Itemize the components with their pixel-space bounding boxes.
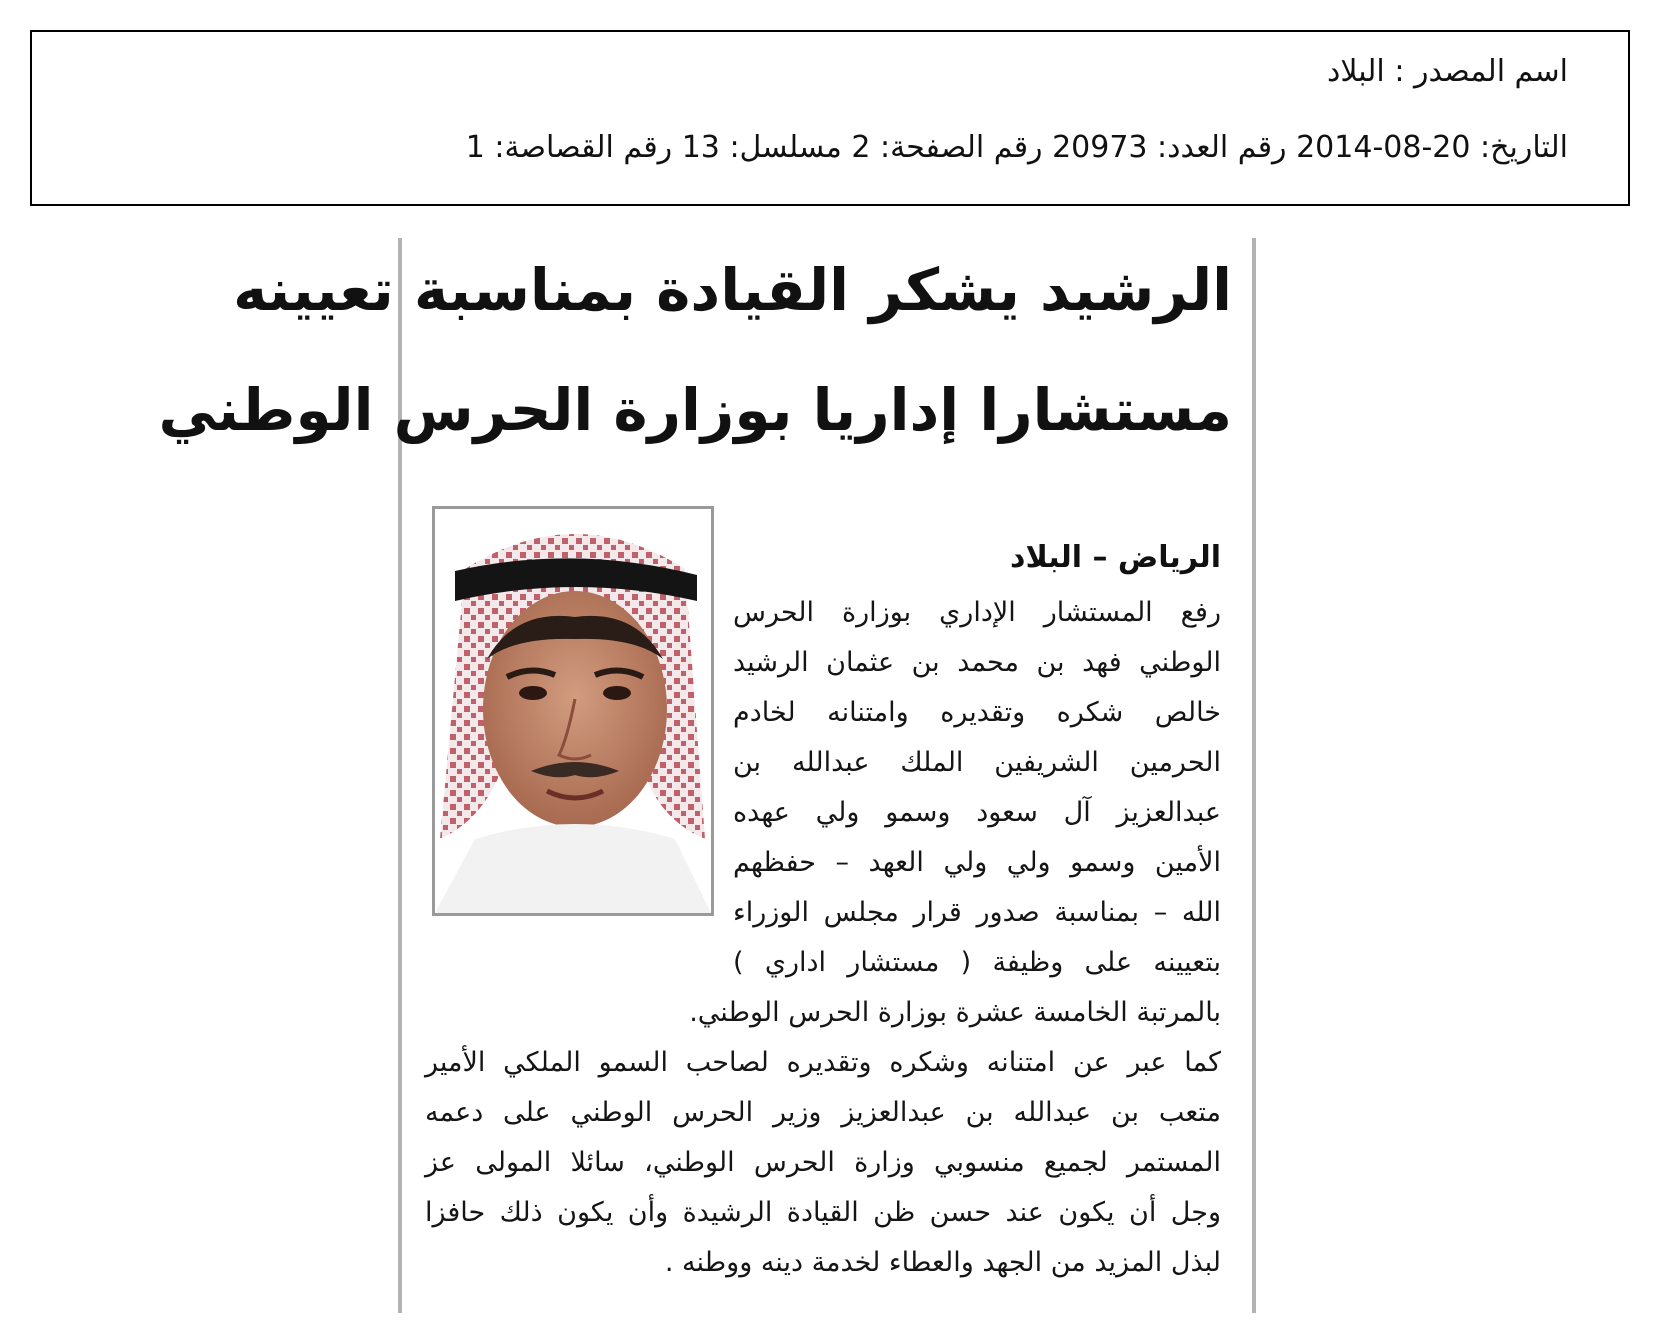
body-line: عبدالعزيز آل سعود وسمو ولي عهده bbox=[733, 797, 1221, 828]
source-value: البلاد bbox=[1326, 54, 1385, 89]
body-line: الله – بمناسبة صدور قرار مجلس الوزراء bbox=[733, 897, 1221, 928]
page-number: رقم الصفحة: 2 bbox=[851, 130, 1043, 165]
source-label: اسم المصدر : bbox=[1394, 54, 1568, 89]
issue-number: رقم العدد: 20973 bbox=[1052, 130, 1287, 165]
body-line: الحرمين الشريفين الملك عبدالله بن bbox=[733, 747, 1221, 778]
headline-line-1: الرشيد يشكر القيادة بمناسبة تعيينه bbox=[233, 256, 1232, 324]
headline-line-2: مستشارا إداريا بوزارة الحرس الوطني bbox=[158, 376, 1232, 444]
article-byline: الرياض – البلاد bbox=[1010, 540, 1221, 575]
portrait-illustration bbox=[435, 509, 711, 913]
serial-number: مسلسل: 13 bbox=[681, 130, 842, 165]
column-rule-right bbox=[1252, 238, 1256, 1313]
body-line: الوطني فهد بن محمد بن عثمان الرشيد bbox=[733, 647, 1221, 678]
body-line: كما عبر عن امتنانه وشكره وتقديره لصاحب السمو الملكي الأمير bbox=[425, 1047, 1221, 1078]
clip-number: رقم القصاصة: 1 bbox=[465, 130, 673, 165]
body-line: رفع المستشار الإداري بوزارة الحرس bbox=[733, 597, 1221, 628]
source-metadata-box bbox=[30, 30, 1630, 206]
body-line: متعب بن عبدالله بن عبدالعزيز وزير الحرس الوطني على دعمه bbox=[425, 1097, 1221, 1128]
body-line: المستمر لجميع منسوبي وزارة الحرس الوطني، سائلا المولى عز bbox=[425, 1147, 1221, 1178]
body-line: لبذل المزيد من الجهد والعطاء لخدمة دينه ووطنه . bbox=[664, 1247, 1221, 1278]
body-line: بالمرتبة الخامسة عشرة بوزارة الحرس الوطني. bbox=[689, 997, 1221, 1028]
body-line: خالص شكره وتقديره وامتنانه لخادم bbox=[733, 697, 1221, 728]
portrait-photo bbox=[432, 506, 714, 916]
body-line: وجل أن يكون عند حسن ظن القيادة الرشيدة وأن يكون ذلك حافزا bbox=[425, 1197, 1221, 1228]
date-field: التاريخ: 20-08-2014 bbox=[1296, 130, 1568, 165]
body-line: الأمين وسمو ولي ولي العهد – حفظهم bbox=[733, 847, 1221, 878]
body-line: بتعيينه على وظيفة ( مستشار اداري ) bbox=[733, 947, 1221, 978]
